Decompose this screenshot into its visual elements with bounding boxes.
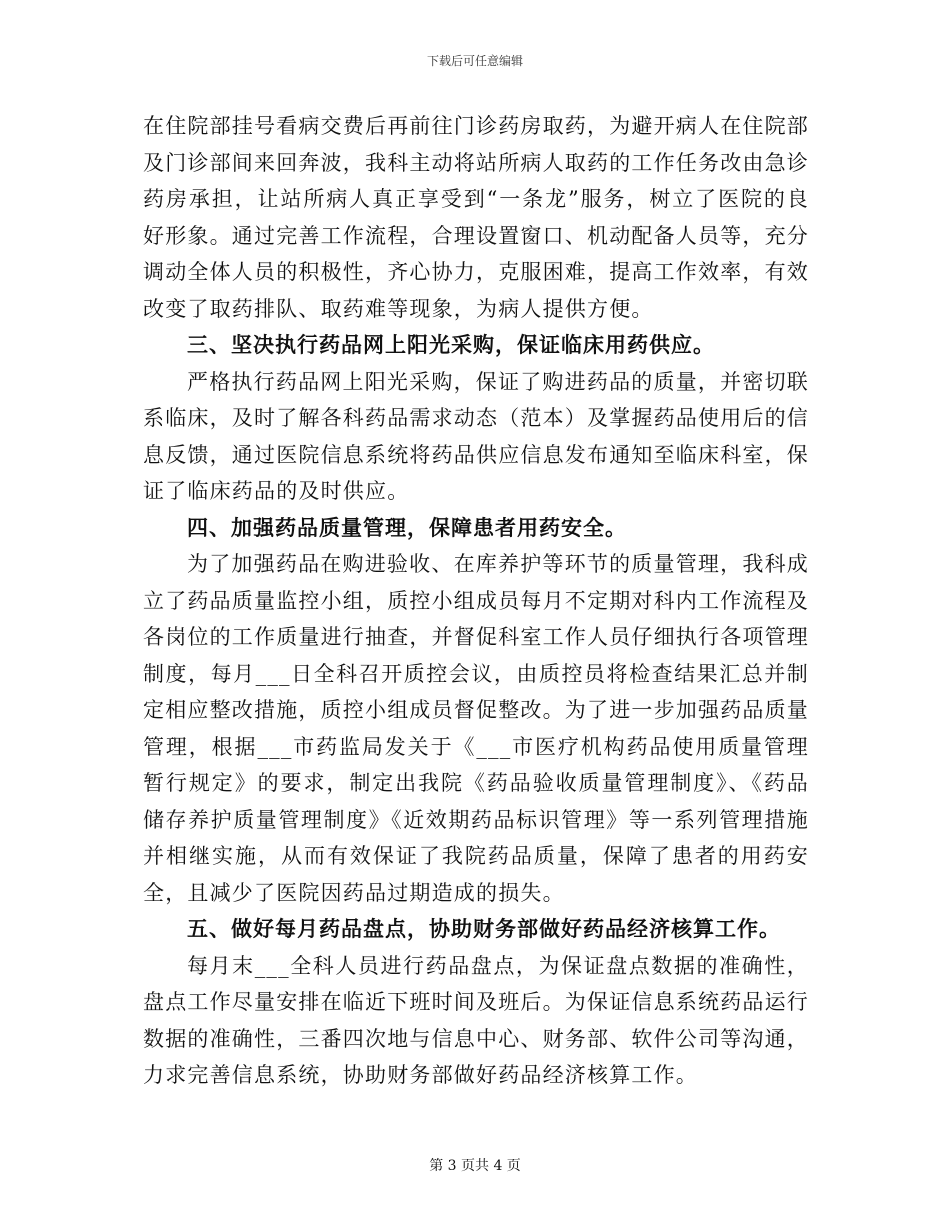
section-heading-4: 四、加强药品质量管理，保障患者用药安全。 — [187, 514, 627, 540]
paragraph-section-5: 每月末___全科人员进行药品盘点，为保证盘点数据的准确性，盘点工作尽量安排在临近下班时间及班后。为保证信息系统药品运行数据的准确性，三番四次地与信息中心、财务部、软件公司等沟通，力求完善信息系统，协助财务部做好药品经济核算工作。 — [143, 953, 809, 1087]
document-body — [143, 108, 809, 1094]
page-header: 下载后可任意编辑 — [426, 54, 523, 68]
section-heading-5: 五、做好每月药品盘点，协助财务部做好药品经济核算工作。 — [187, 916, 781, 941]
paragraph-section-3: 严格执行药品网上阳光采购，保证了购进药品的质量，并密切联系临床，及时了解各科药品需求动态（范本）及掌握药品使用后的信息反馈，通过医院信息系统将药品供应信息发布通知至临床科室，保证了临床药品的及时供应。 — [143, 369, 809, 503]
page-number: 第 3 页共 4 页 — [429, 1158, 521, 1174]
paragraph-section-4: 为了加强药品在购进验收、在库养护等环节的质量管理，我科成立了药品质量监控小组，质控小组成员每月不定期对科内工作流程及各岗位的工作质量进行抽查，并督促科室工作人员仔细执行各项管理制度，每月___日全科召开质控会议，由质控员将检查结果汇总并制定相应整改措施，质控小组成员督促整改。为了进一步加强药品质量管理，根据___市药监局发关于《___市医疗机构药品使用质量管理暂行规定》的要求，制定出我院《药品验收质量管理制度》、《药品储存养护质量管理制度》《近效期药品标识管理》等一系列管理措施并相继实施，从而有效保证了我院药品质量，保障了患者的用药安全，且减少了医院因药品过期造成的损失。 — [143, 552, 809, 905]
section-heading-3: 三、坚决执行药品网上阳光采购，保证临床用药供应。 — [187, 332, 715, 357]
paragraph-continued: 在住院部挂号看病交费后再前往门诊药房取药，为避开病人在住院部及门诊部间来回奔波，我科主动将站所病人取药的工作任务改由急诊药房承担，让站所病人真正享受到“一条龙”服务，树立了医院的良好形象。通过完善工作流程，合理设置窗口、机动配备人员等，充分调动全体人员的积极性，齐心协力，克服困难，提高工作效率，有效改变了取药排队、取药难等现象，为病人提供方便。 — [143, 114, 809, 321]
